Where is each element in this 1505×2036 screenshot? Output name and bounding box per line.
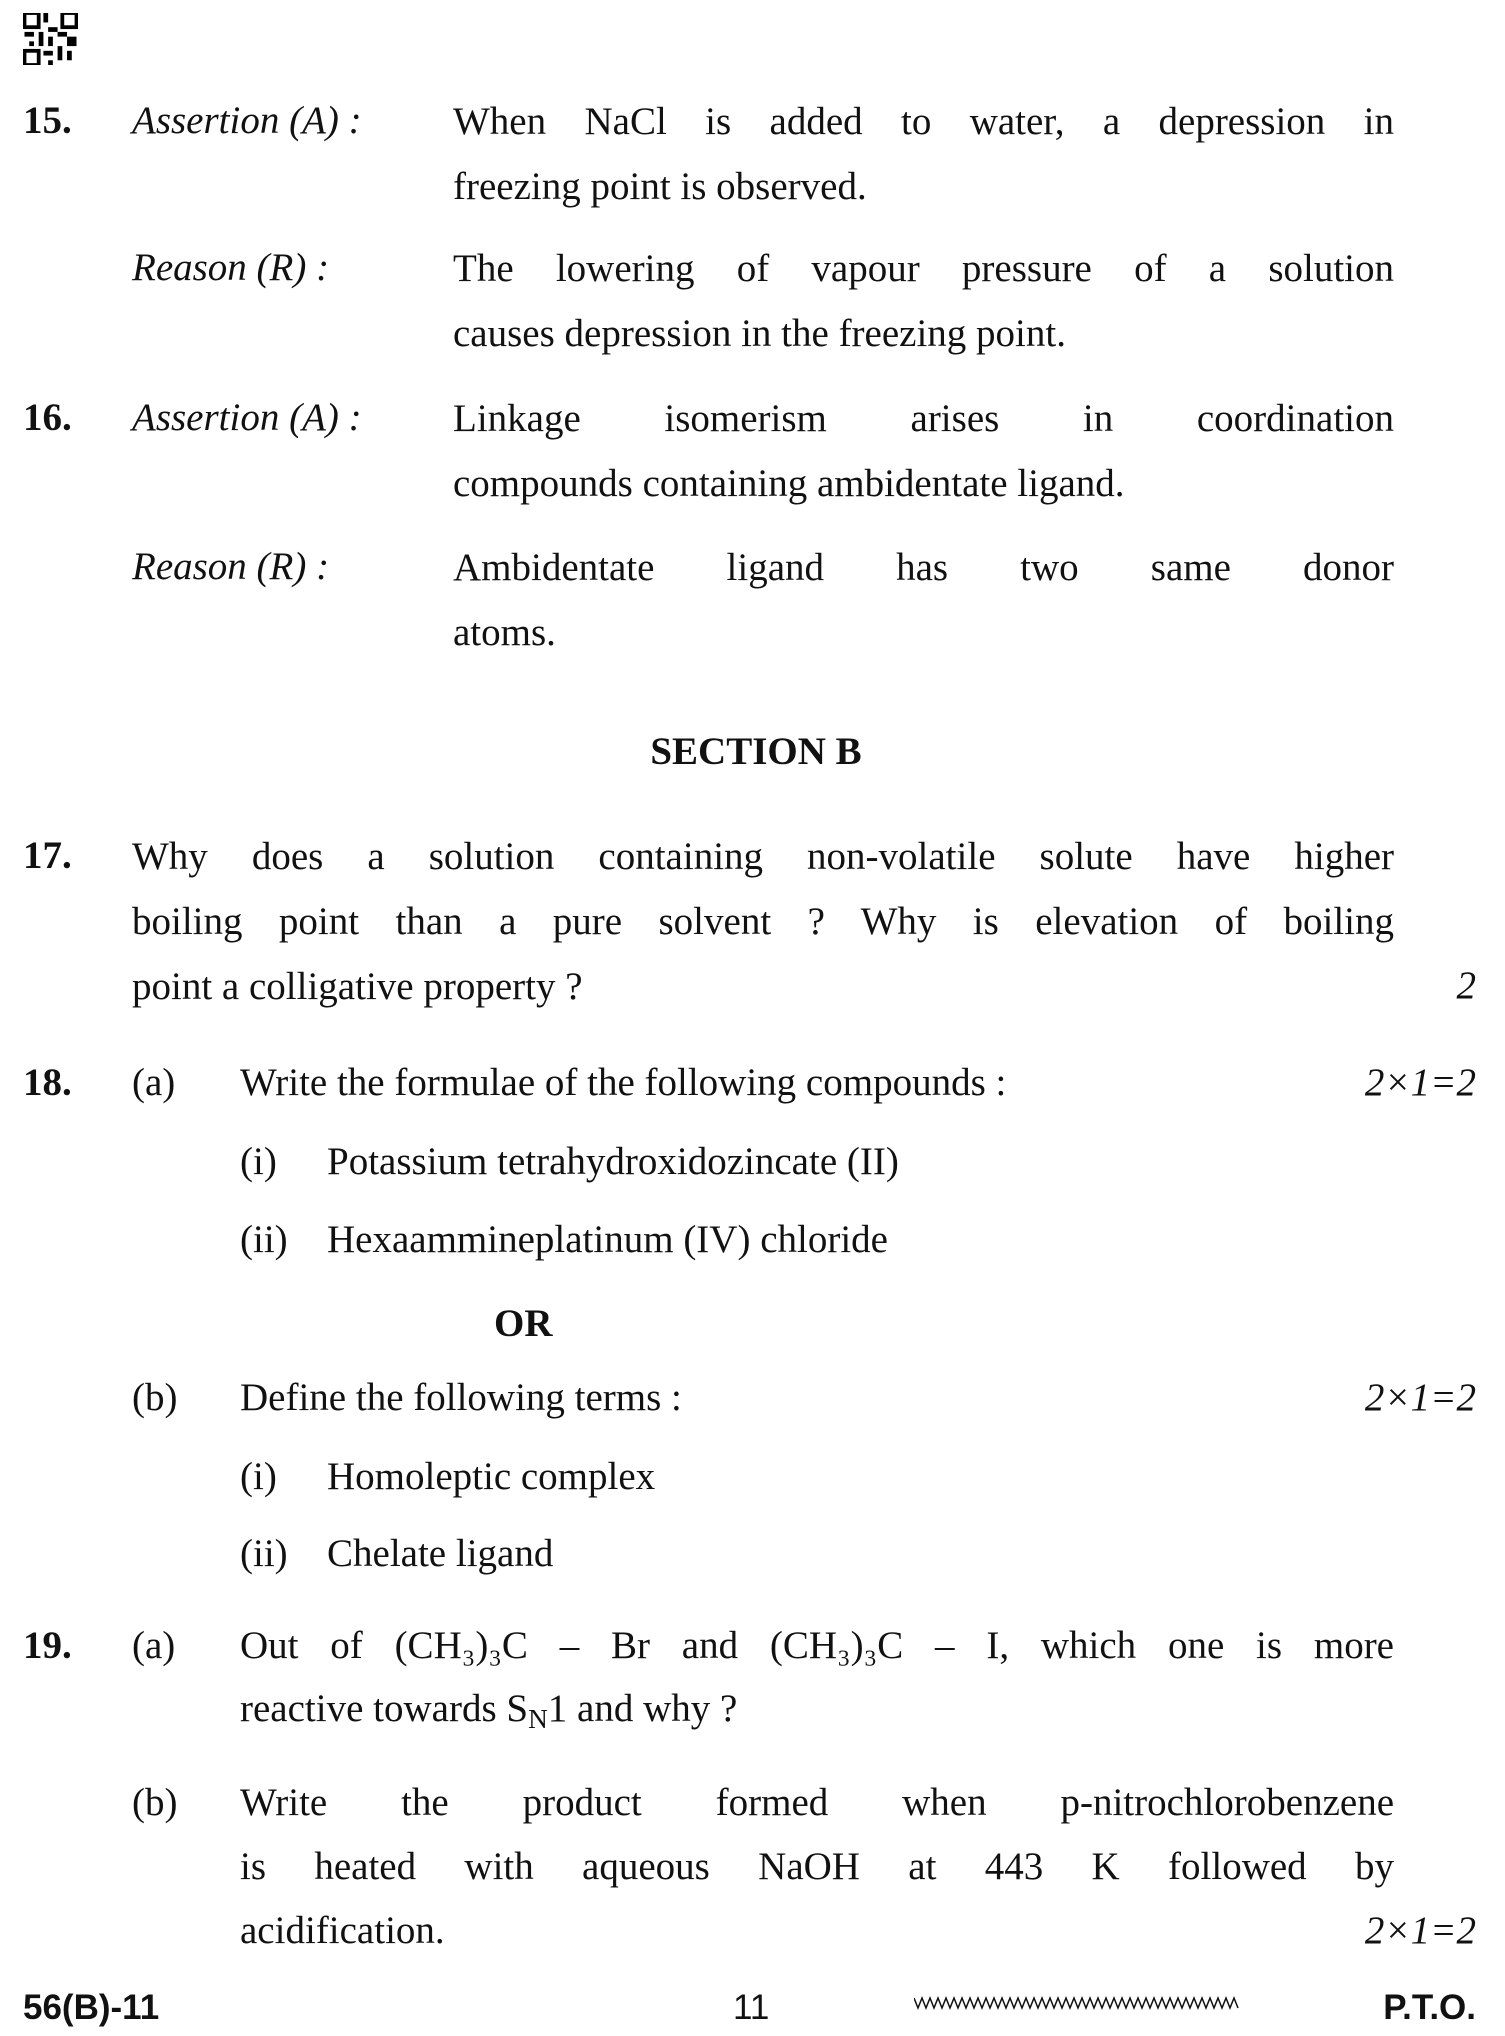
reason-text — [453, 236, 1394, 366]
question-text — [132, 824, 1394, 1019]
text-line: Linkage isomerism arises in coordination — [453, 397, 1394, 440]
text-line: The lowering of vapour pressure of a solution — [453, 247, 1394, 290]
text-line: When NaCl is added to water, a depression in — [453, 100, 1394, 143]
subpart-text: Potassium tetrahydroxidozincate (II) — [327, 1140, 899, 1183]
text-line: Out of (CH₃)₃C – Br and (CH₃)₃C – I, which one is more — [240, 1624, 1394, 1667]
assertion-text — [453, 386, 1394, 516]
marks: 2×1=2 — [1364, 1909, 1476, 1952]
subpart-label: (i) — [240, 1140, 277, 1183]
text-line: is heated with aqueous NaOH at 443 K followed by — [240, 1845, 1394, 1888]
text-line: Write the product formed when p-nitrochlorobenzene — [240, 1781, 1394, 1824]
marks: 2×1=2 — [1364, 1376, 1476, 1419]
text-line: atoms. — [453, 611, 556, 654]
question-number: 16. — [23, 396, 72, 439]
text-fragment: reactive towards S — [240, 1687, 529, 1730]
part-text: Write the formulae of the following compounds : — [240, 1061, 1007, 1104]
part-label: (b) — [132, 1376, 178, 1419]
section-heading: SECTION B — [650, 730, 862, 773]
subpart-text: Homoleptic complex — [327, 1455, 656, 1498]
text-fragment: 1 and why ? — [547, 1687, 738, 1730]
text-line: causes depression in the freezing point. — [453, 312, 1066, 355]
subscript: N — [528, 1703, 548, 1734]
reason-label: Reason (R) : — [132, 246, 330, 289]
text-line: compounds containing ambidentate ligand. — [453, 462, 1125, 505]
reason-text — [453, 535, 1394, 665]
text-line: freezing point is observed. — [453, 165, 867, 208]
text-line: boiling point than a pure solvent ? Why is elevation of boiling — [132, 900, 1394, 943]
page-number: 11 — [733, 1988, 770, 2027]
subpart-text: Hexaammineplatinum (IV) chloride — [327, 1218, 888, 1261]
subpart-text: Chelate ligand — [327, 1532, 554, 1575]
wavy-line-decoration — [914, 1996, 1239, 2010]
subpart-label: (i) — [240, 1455, 277, 1498]
part-label: (a) — [132, 1061, 176, 1104]
part-label: (a) — [132, 1624, 176, 1667]
text-line: acidification. — [240, 1909, 445, 1952]
question-number: 15. — [23, 99, 72, 142]
marks: 2×1=2 — [1364, 1061, 1476, 1104]
qr-code-icon — [23, 13, 78, 65]
question-number: 18. — [23, 1061, 72, 1104]
part-text — [240, 1614, 1394, 1740]
assertion-text — [453, 89, 1394, 219]
or-divider: OR — [494, 1302, 553, 1345]
text-line: point a colligative property ? — [132, 965, 583, 1008]
part-label: (b) — [132, 1781, 178, 1824]
question-number: 17. — [23, 834, 72, 877]
text-line: Why does a solution containing non-volatile solute have higher — [132, 835, 1394, 878]
marks: 2 — [1456, 964, 1476, 1007]
question-number: 19. — [23, 1624, 72, 1667]
part-text: Define the following terms : — [240, 1376, 682, 1419]
reason-label: Reason (R) : — [132, 545, 330, 588]
text-line — [240, 1677, 1394, 1740]
subpart-label: (ii) — [240, 1532, 288, 1575]
assertion-label: Assertion (A) : — [132, 396, 362, 439]
please-turn-over: P.T.O. — [1383, 1988, 1476, 2027]
subpart-label: (ii) — [240, 1218, 288, 1261]
part-text — [240, 1771, 1394, 1963]
text-line: Ambidentate ligand has two same donor — [453, 546, 1394, 589]
paper-code: 56(B)-11 — [23, 1988, 160, 2027]
assertion-label: Assertion (A) : — [132, 99, 362, 142]
